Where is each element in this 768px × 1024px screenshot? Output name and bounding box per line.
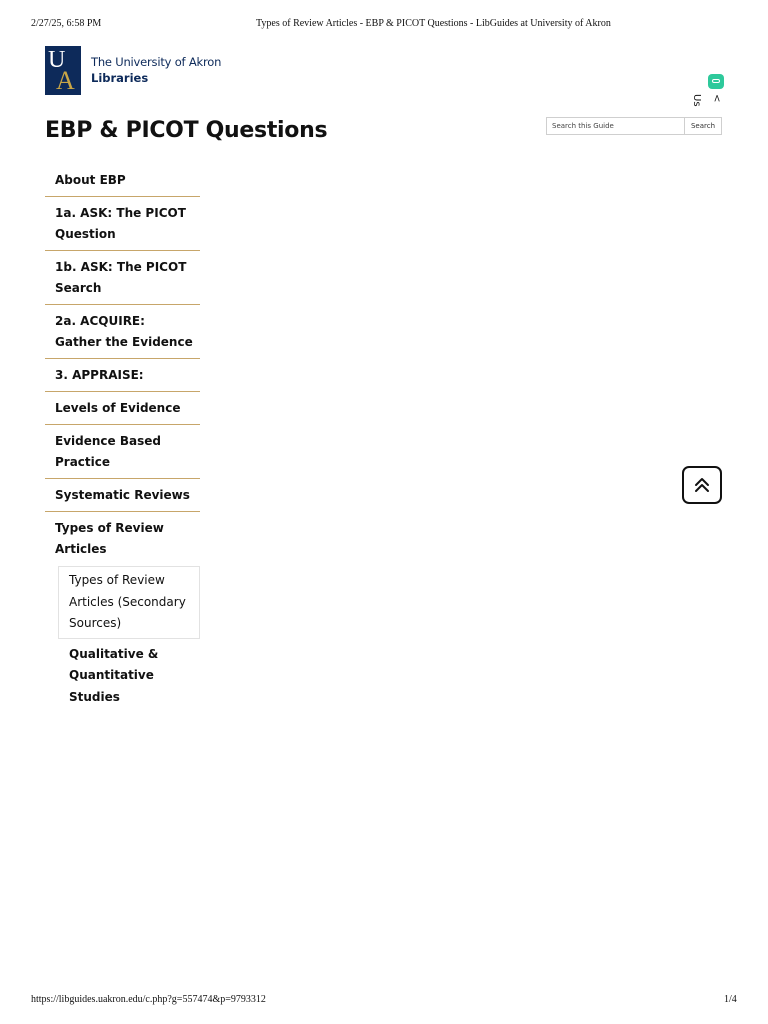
nav-item-ask-picot-search[interactable]: 1b. ASK: The PICOT Search [45, 251, 200, 305]
monogram-u: U [48, 47, 66, 73]
logo-line-university: The University of Akron [91, 55, 222, 69]
logo-line-libraries: Libraries [91, 71, 149, 85]
nav-item-acquire-evidence[interactable]: 2a. ACQUIRE: Gather the Evidence [45, 305, 200, 359]
chat-widget-tab[interactable] [691, 72, 728, 122]
nav-item-label: Types of Review Articles [55, 521, 164, 556]
ua-monogram-icon [45, 46, 81, 95]
nav-item-evidence-based-practice[interactable]: Evidence Based Practice [45, 425, 200, 479]
guide-title: EBP & PICOT Questions [45, 118, 328, 143]
search-button[interactable]: Search [684, 117, 722, 135]
print-url: https://libguides.uakron.edu/c.php?g=557474&p=9793312 [31, 994, 266, 1005]
sub-nav-item-qualitative-quantitative[interactable]: Qualitative & Quantitative Studies [69, 646, 159, 704]
nav-subsection [45, 566, 200, 708]
double-chevron-up-icon [693, 476, 711, 494]
sub-nav-list [45, 566, 200, 708]
nav-item-ask-picot-question[interactable]: 1a. ASK: The PICOT Question [45, 197, 200, 251]
print-page-number: 1/4 [724, 994, 737, 1005]
sub-nav-item-secondary-sources[interactable]: Types of Review Articles (Secondary Sources) [58, 566, 200, 639]
chat-bubble-icon [708, 74, 724, 89]
monogram-a: A [56, 66, 75, 95]
nav-item-levels-of-evidence[interactable]: Levels of Evidence [45, 392, 200, 425]
logo-wordmark [91, 54, 221, 87]
guide-search [546, 117, 722, 135]
search-input[interactable] [546, 117, 684, 135]
guide-side-nav [45, 164, 200, 708]
nav-item-about-ebp[interactable]: About EBP [45, 164, 200, 197]
chat-label: < Us [691, 94, 722, 107]
print-page-title: Types of Review Articles - EBP & PICOT Questions - LibGuides at University of Akron [256, 18, 611, 29]
nav-item-appraise[interactable]: 3. APPRAISE: [45, 359, 200, 392]
university-libraries-logo[interactable] [45, 46, 221, 95]
print-datetime: 2/27/25, 6:58 PM [31, 18, 102, 29]
nav-item-systematic-reviews[interactable]: Systematic Reviews [45, 479, 200, 512]
back-to-top-button[interactable] [682, 466, 722, 504]
nav-item-types-of-review-articles[interactable] [45, 512, 200, 565]
